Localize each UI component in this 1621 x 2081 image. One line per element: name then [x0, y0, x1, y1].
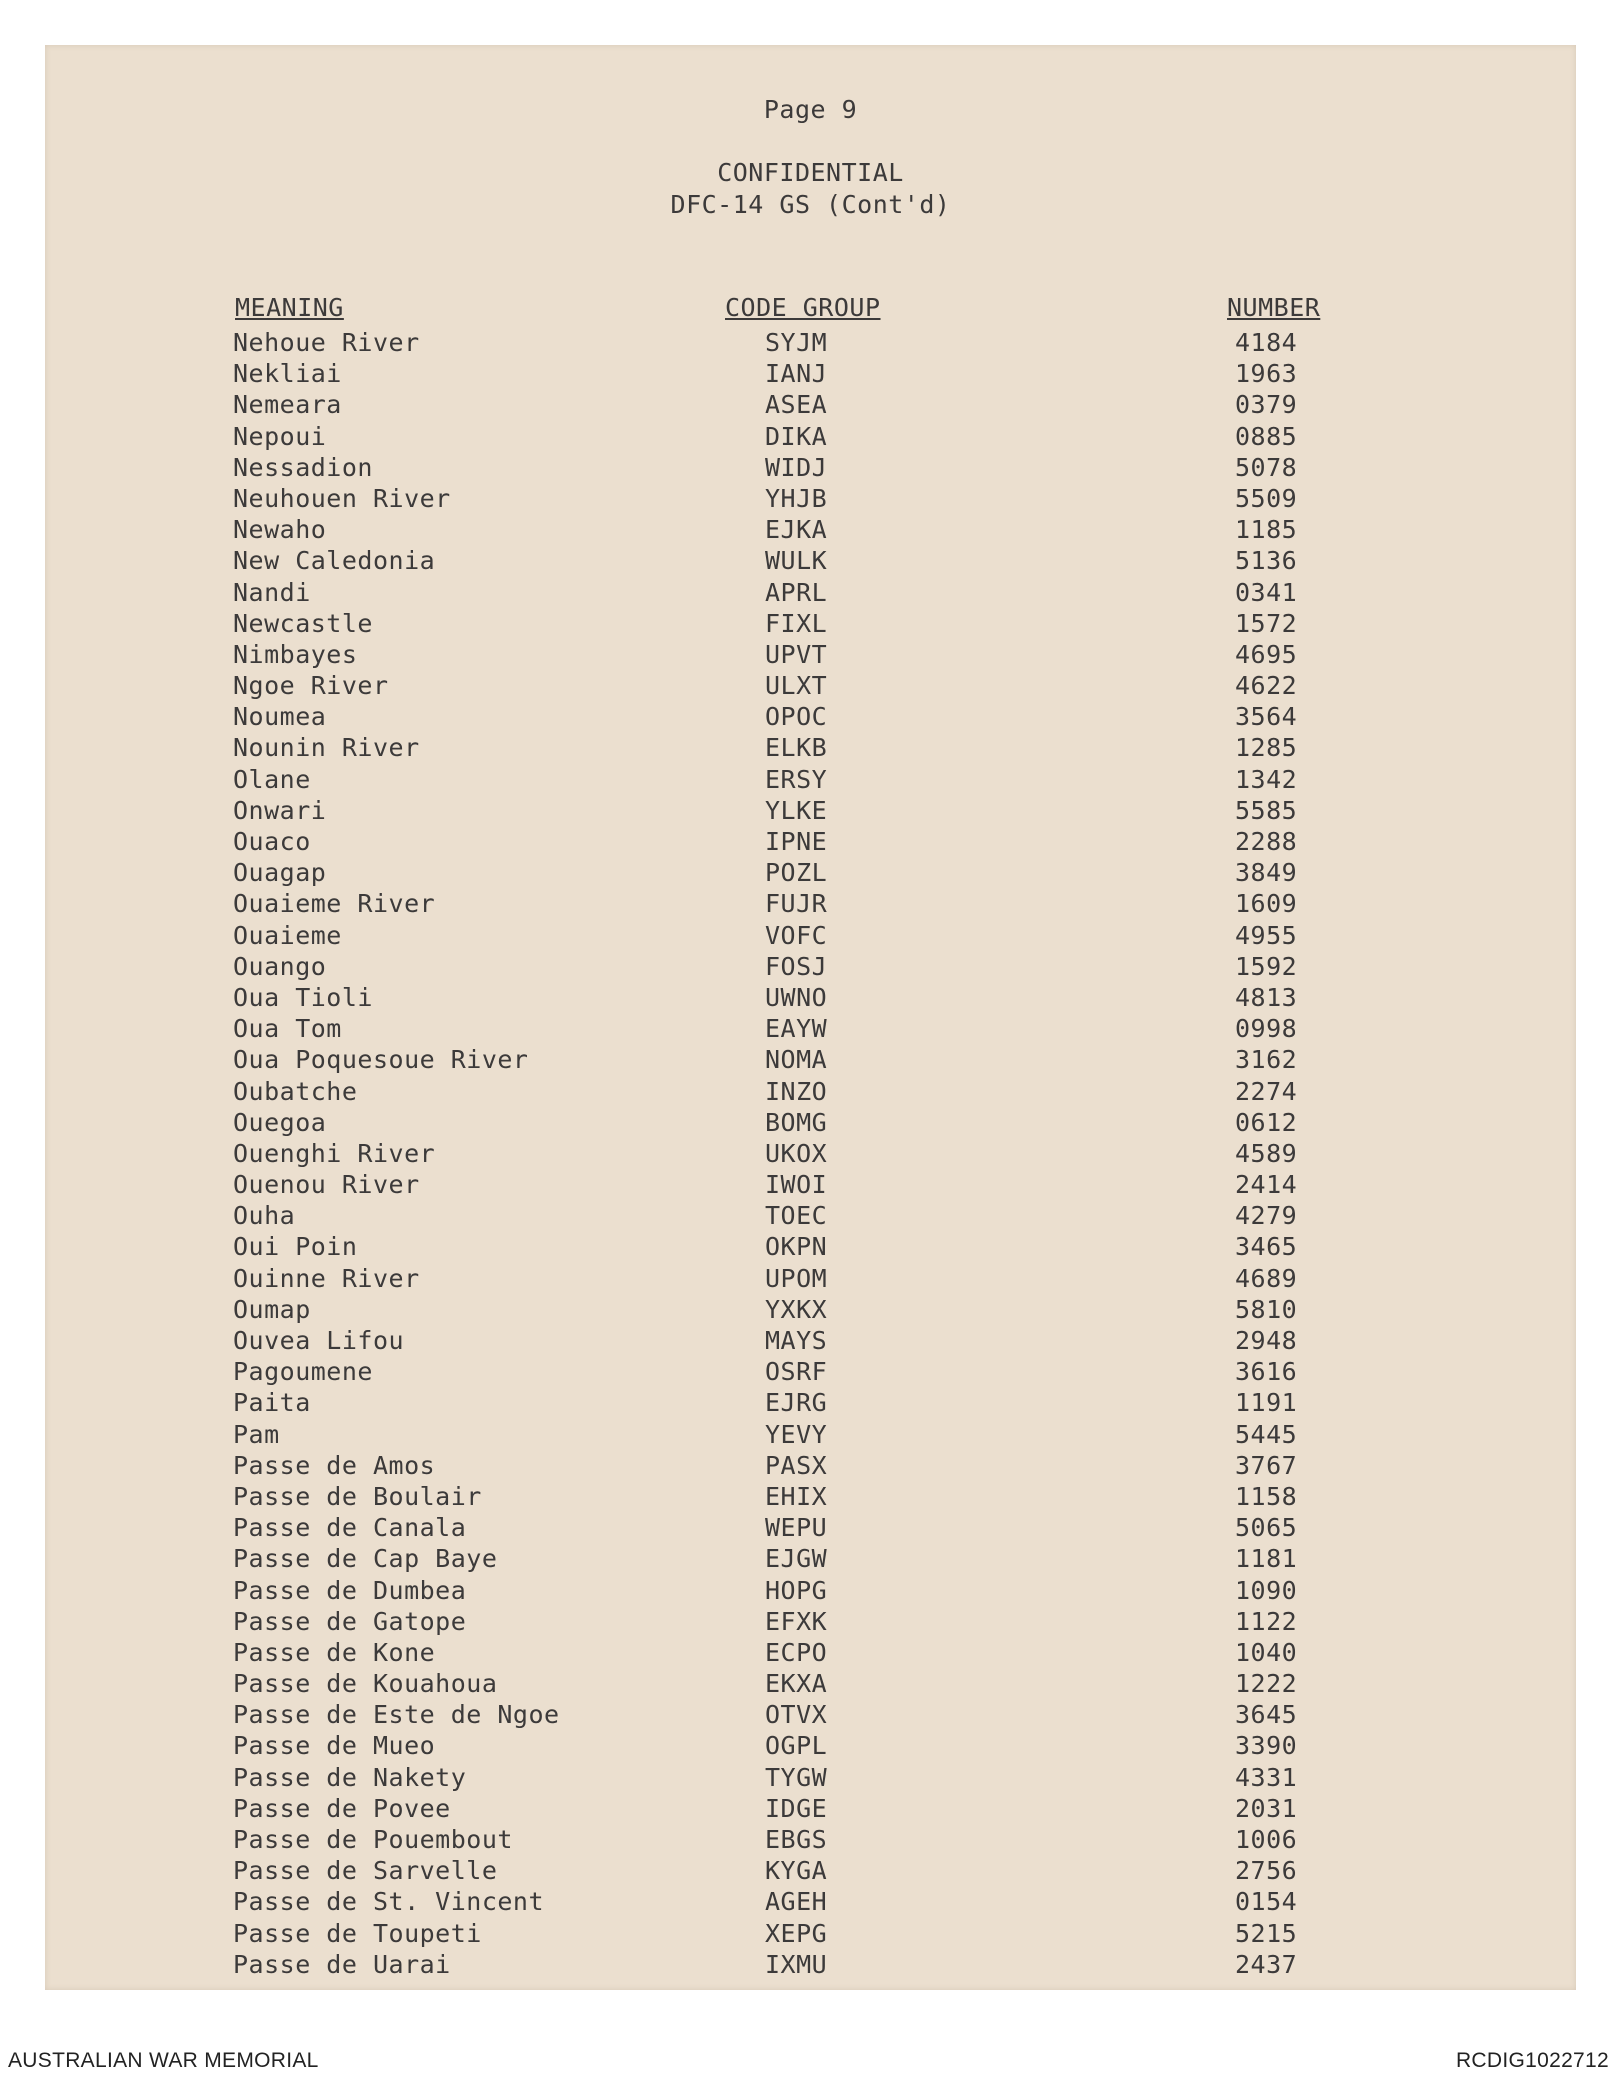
table-row — [45, 1045, 1576, 1076]
code-group-cell: EJRG — [765, 1388, 828, 1418]
number-cell: 4695 — [1235, 639, 1298, 669]
table-row — [45, 1077, 1576, 1108]
meaning-cell: Ouha — [233, 1201, 296, 1231]
code-group-cell: FOSJ — [765, 951, 828, 981]
code-table — [45, 328, 1576, 1981]
code-group-cell: IPNE — [765, 827, 828, 856]
meaning-cell: Ouinne River — [233, 1263, 420, 1293]
number-cell: 1006 — [1235, 1825, 1298, 1854]
number-cell: 5509 — [1235, 483, 1298, 513]
table-row — [45, 609, 1576, 640]
table-row — [45, 390, 1576, 421]
table-row — [45, 1763, 1576, 1794]
meaning-cell: Ouango — [233, 951, 327, 981]
meaning-cell: Ouegoa — [233, 1107, 327, 1137]
code-group-cell: ERSY — [765, 764, 828, 794]
table-row — [45, 1139, 1576, 1170]
code-group-cell: UWNO — [765, 982, 828, 1012]
meaning-cell: Ouaieme River — [233, 889, 436, 919]
number-cell: 3564 — [1235, 702, 1298, 732]
classification-label: CONFIDENTIAL — [717, 158, 904, 187]
number-cell: 3849 — [1235, 858, 1298, 888]
code-group-cell: AGEH — [765, 1887, 828, 1917]
number-cell: 1040 — [1235, 1637, 1298, 1667]
number-cell: 3162 — [1235, 1045, 1298, 1075]
code-group-cell: BOMG — [765, 1107, 828, 1137]
code-group-cell: EBGS — [765, 1825, 828, 1854]
code-group-cell: IANJ — [765, 359, 828, 389]
code-group-cell: NOMA — [765, 1045, 828, 1075]
meaning-cell: Oua Poquesoue River — [233, 1045, 529, 1075]
table-row — [45, 1794, 1576, 1825]
code-group-cell: WULK — [765, 546, 828, 576]
number-cell: 2437 — [1235, 1949, 1298, 1979]
code-group-cell: PASX — [765, 1450, 828, 1480]
table-row — [45, 359, 1576, 390]
code-group-cell: EJGW — [765, 1544, 828, 1574]
table-row — [45, 1887, 1576, 1918]
meaning-cell: Nekliai — [233, 359, 342, 389]
meaning-cell: Passe de Kone — [233, 1637, 436, 1667]
number-cell: 5136 — [1235, 546, 1298, 576]
code-group-cell: TYGW — [765, 1762, 828, 1792]
code-group-cell: ECPO — [765, 1637, 828, 1667]
meaning-cell: Passe de Amos — [233, 1450, 436, 1480]
code-group-cell: TOEC — [765, 1201, 828, 1231]
number-cell: 5445 — [1235, 1419, 1298, 1449]
meaning-cell: Olane — [233, 764, 311, 794]
code-group-cell: YEVY — [765, 1419, 828, 1449]
table-row — [45, 1170, 1576, 1201]
table-row — [45, 1825, 1576, 1856]
table-row — [45, 796, 1576, 827]
code-group-cell: IXMU — [765, 1949, 828, 1979]
table-row — [45, 1950, 1576, 1981]
meaning-cell: Nehoue River — [233, 328, 420, 357]
code-group-cell: IWOI — [765, 1170, 828, 1200]
code-group-cell: OSRF — [765, 1357, 828, 1387]
table-row — [45, 1451, 1576, 1482]
code-group-cell: VOFC — [765, 920, 828, 950]
number-cell: 2948 — [1235, 1326, 1298, 1355]
meaning-cell: Ouenghi River — [233, 1138, 436, 1168]
meaning-cell: Ouaco — [233, 827, 311, 856]
footer-reference-id: RCDIG1022712 — [1455, 2049, 1609, 2072]
code-group-cell: ULXT — [765, 671, 828, 701]
table-row — [45, 1700, 1576, 1731]
meaning-cell: Passe de Nakety — [233, 1762, 467, 1792]
code-group-cell: UKOX — [765, 1138, 828, 1168]
number-cell: 5215 — [1235, 1918, 1298, 1948]
meaning-cell: Oua Tioli — [233, 982, 373, 1012]
meaning-cell: Nimbayes — [233, 639, 358, 669]
table-row — [45, 1420, 1576, 1451]
code-group-cell: UPVT — [765, 639, 828, 669]
meaning-cell: Passe de Canala — [233, 1513, 467, 1543]
table-row — [45, 1295, 1576, 1326]
meaning-cell: Passe de Toupeti — [233, 1918, 482, 1948]
number-cell: 4184 — [1235, 328, 1298, 357]
meaning-cell: Nandi — [233, 577, 311, 607]
number-cell: 2288 — [1235, 827, 1298, 856]
code-group-cell: UPOM — [765, 1263, 828, 1293]
number-cell: 0612 — [1235, 1107, 1298, 1137]
number-cell: 0379 — [1235, 390, 1298, 420]
code-group-cell: HOPG — [765, 1575, 828, 1605]
number-cell: 1122 — [1235, 1606, 1298, 1636]
meaning-cell: Passe de Uarai — [233, 1949, 451, 1979]
number-cell: 2414 — [1235, 1170, 1298, 1200]
column-header-number: NUMBER — [1227, 293, 1321, 322]
table-row — [45, 952, 1576, 983]
number-cell: 3645 — [1235, 1700, 1298, 1730]
number-cell: 1342 — [1235, 764, 1298, 794]
table-row — [45, 1264, 1576, 1295]
number-cell: 0885 — [1235, 421, 1298, 451]
table-row — [45, 328, 1576, 359]
number-cell: 1191 — [1235, 1388, 1298, 1418]
table-row — [45, 515, 1576, 546]
meaning-cell: Noumea — [233, 702, 327, 732]
code-group-cell: YLKE — [765, 795, 828, 825]
code-group-cell: YXKX — [765, 1294, 828, 1324]
meaning-cell: Nepoui — [233, 421, 327, 451]
meaning-cell: Pam — [233, 1419, 280, 1449]
number-cell: 3465 — [1235, 1232, 1298, 1262]
meaning-cell: Passe de Este de Ngoe — [233, 1700, 560, 1730]
table-row — [45, 1731, 1576, 1762]
table-row — [45, 1357, 1576, 1388]
number-cell: 1285 — [1235, 733, 1298, 763]
document-title: DFC-14 GS (Cont'd) — [670, 190, 951, 219]
meaning-cell: Paita — [233, 1388, 311, 1418]
table-row — [45, 1638, 1576, 1669]
table-row — [45, 546, 1576, 577]
number-cell: 3767 — [1235, 1450, 1298, 1480]
meaning-cell: Pagoumene — [233, 1357, 373, 1387]
table-row — [45, 1576, 1576, 1607]
code-group-cell: YHJB — [765, 483, 828, 513]
meaning-cell: Oua Tom — [233, 1014, 342, 1044]
code-group-cell: FUJR — [765, 889, 828, 919]
table-row — [45, 1201, 1576, 1232]
table-row — [45, 1544, 1576, 1575]
code-group-cell: SYJM — [765, 328, 828, 357]
number-cell: 5065 — [1235, 1513, 1298, 1543]
number-cell: 2274 — [1235, 1076, 1298, 1106]
meaning-cell: Oubatche — [233, 1076, 358, 1106]
code-group-cell: EJKA — [765, 515, 828, 545]
page-number: Page 9 — [763, 95, 858, 124]
code-group-cell: WIDJ — [765, 452, 828, 482]
number-cell: 4813 — [1235, 982, 1298, 1012]
number-cell: 1572 — [1235, 608, 1298, 638]
table-row — [45, 1607, 1576, 1638]
code-group-cell: KYGA — [765, 1856, 828, 1886]
meaning-cell: Oumap — [233, 1294, 311, 1324]
code-group-cell: DIKA — [765, 421, 828, 451]
table-row — [45, 1326, 1576, 1357]
code-group-cell: WEPU — [765, 1513, 828, 1543]
table-row — [45, 733, 1576, 764]
code-group-cell: OKPN — [765, 1232, 828, 1262]
code-group-cell: POZL — [765, 858, 828, 888]
meaning-cell: Newaho — [233, 515, 327, 545]
meaning-cell: Passe de Gatope — [233, 1606, 467, 1636]
number-cell: 5078 — [1235, 452, 1298, 482]
number-cell: 4622 — [1235, 671, 1298, 701]
code-group-cell: APRL — [765, 577, 828, 607]
code-group-cell: EKXA — [765, 1669, 828, 1699]
meaning-cell: Passe de Dumbea — [233, 1575, 467, 1605]
meaning-cell: Nemeara — [233, 390, 342, 420]
code-group-cell: OTVX — [765, 1700, 828, 1730]
meaning-cell: Passe de Boulair — [233, 1481, 482, 1511]
code-group-cell: XEPG — [765, 1918, 828, 1948]
meaning-cell: Neuhouen River — [233, 483, 451, 513]
meaning-cell: Onwari — [233, 795, 327, 825]
table-row — [45, 453, 1576, 484]
meaning-cell: New Caledonia — [233, 546, 436, 576]
column-header-meaning: MEANING — [235, 293, 344, 322]
table-row — [45, 422, 1576, 453]
meaning-cell: Passe de Povee — [233, 1793, 451, 1823]
number-cell: 4331 — [1235, 1762, 1298, 1792]
meaning-cell: Ouagap — [233, 858, 327, 888]
table-row — [45, 921, 1576, 952]
number-cell: 4279 — [1235, 1201, 1298, 1231]
meaning-cell: Ngoe River — [233, 671, 389, 701]
code-group-cell: EFXK — [765, 1606, 828, 1636]
number-cell: 0998 — [1235, 1014, 1298, 1044]
table-row — [45, 702, 1576, 733]
number-cell: 4689 — [1235, 1263, 1298, 1293]
table-row — [45, 1482, 1576, 1513]
code-group-cell: MAYS — [765, 1326, 828, 1355]
table-row — [45, 1669, 1576, 1700]
number-cell: 1609 — [1235, 889, 1298, 919]
number-cell: 1181 — [1235, 1544, 1298, 1574]
number-cell: 1185 — [1235, 515, 1298, 545]
code-group-cell: OGPL — [765, 1731, 828, 1761]
table-row — [45, 765, 1576, 796]
footer-source: AUSTRALIAN WAR MEMORIAL — [8, 2049, 319, 2072]
meaning-cell: Passe de Kouahoua — [233, 1669, 498, 1699]
table-row — [45, 484, 1576, 515]
document-page — [45, 45, 1576, 1990]
table-row — [45, 1232, 1576, 1263]
number-cell: 1158 — [1235, 1481, 1298, 1511]
number-cell: 4589 — [1235, 1138, 1298, 1168]
table-row — [45, 1919, 1576, 1950]
meaning-cell: Newcastle — [233, 608, 373, 638]
table-row — [45, 983, 1576, 1014]
table-row — [45, 827, 1576, 858]
code-group-cell: INZO — [765, 1076, 828, 1106]
table-row — [45, 578, 1576, 609]
table-row — [45, 1014, 1576, 1045]
table-row — [45, 1388, 1576, 1419]
number-cell: 4955 — [1235, 920, 1298, 950]
table-row — [45, 1513, 1576, 1544]
table-row — [45, 1108, 1576, 1139]
number-cell: 2031 — [1235, 1793, 1298, 1823]
code-group-cell: ELKB — [765, 733, 828, 763]
table-row — [45, 671, 1576, 702]
number-cell: 1222 — [1235, 1669, 1298, 1699]
number-cell: 1090 — [1235, 1575, 1298, 1605]
meaning-cell: Passe de Sarvelle — [233, 1856, 498, 1886]
number-cell: 5585 — [1235, 795, 1298, 825]
column-header-code-group: CODE GROUP — [725, 293, 881, 322]
code-group-cell: OPOC — [765, 702, 828, 732]
number-cell: 0154 — [1235, 1887, 1298, 1917]
meaning-cell: Nessadion — [233, 452, 373, 482]
table-row — [45, 858, 1576, 889]
number-cell: 1963 — [1235, 359, 1298, 389]
meaning-cell: Passe de Pouembout — [233, 1825, 513, 1854]
table-row — [45, 1856, 1576, 1887]
meaning-cell: Passe de St. Vincent — [233, 1887, 545, 1917]
table-row — [45, 640, 1576, 671]
code-group-cell: FIXL — [765, 608, 828, 638]
meaning-cell: Ouenou River — [233, 1170, 420, 1200]
number-cell: 1592 — [1235, 951, 1298, 981]
meaning-cell: Passe de Cap Baye — [233, 1544, 498, 1574]
number-cell: 0341 — [1235, 577, 1298, 607]
table-row — [45, 889, 1576, 920]
meaning-cell: Passe de Mueo — [233, 1731, 436, 1761]
meaning-cell: Ouaieme — [233, 920, 342, 950]
code-group-cell: EAYW — [765, 1014, 828, 1044]
number-cell: 3390 — [1235, 1731, 1298, 1761]
code-group-cell: IDGE — [765, 1793, 828, 1823]
meaning-cell: Nounin River — [233, 733, 420, 763]
meaning-cell: Oui Poin — [233, 1232, 358, 1262]
code-group-cell: ASEA — [765, 390, 828, 420]
number-cell: 2756 — [1235, 1856, 1298, 1886]
number-cell: 3616 — [1235, 1357, 1298, 1387]
number-cell: 5810 — [1235, 1294, 1298, 1324]
meaning-cell: Ouvea Lifou — [233, 1326, 405, 1355]
code-group-cell: EHIX — [765, 1481, 828, 1511]
